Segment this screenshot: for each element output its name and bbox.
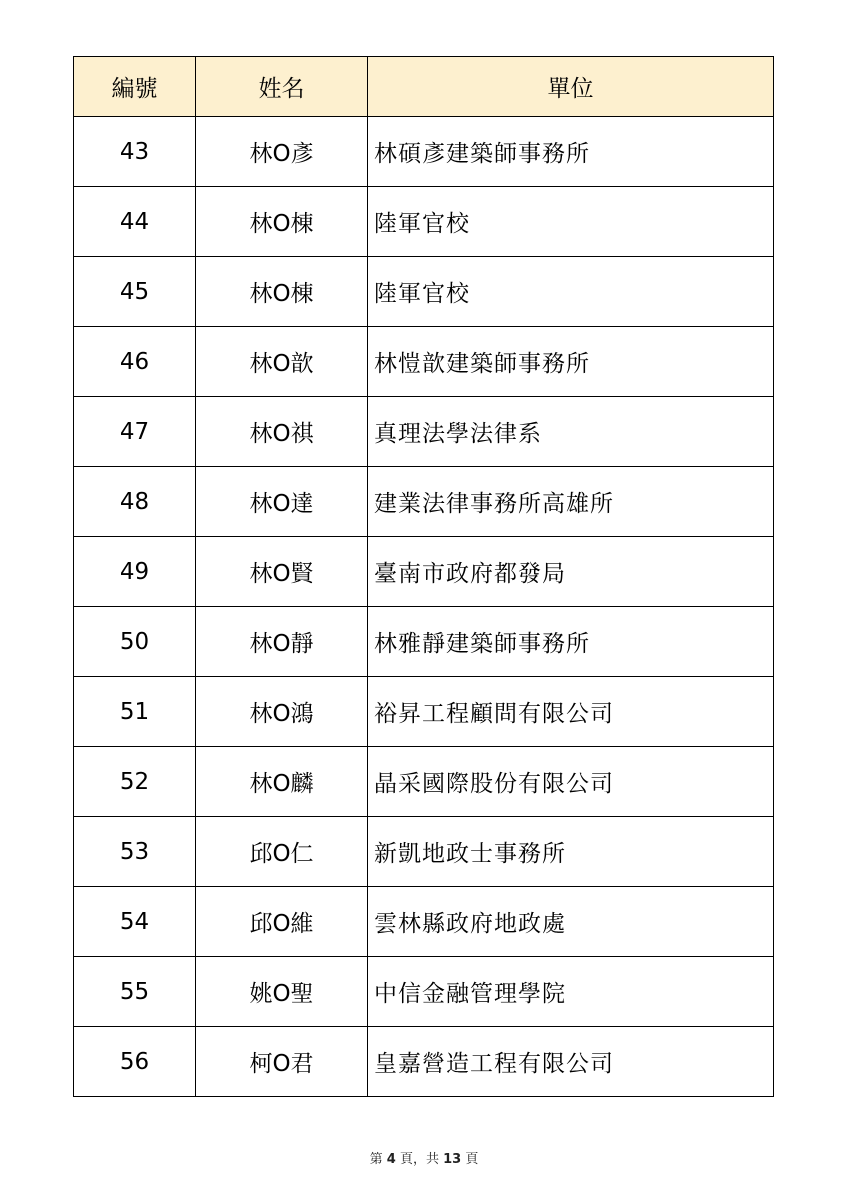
row-unit-cell: 中信金融管理學院 xyxy=(368,957,774,1027)
footer-suffix: 頁 xyxy=(465,1152,479,1167)
row-name-cell: 林O棟 xyxy=(196,257,368,327)
row-unit-cell: 新凱地政士事務所 xyxy=(368,817,774,887)
row-unit-cell: 林碩彥建築師事務所 xyxy=(368,117,774,187)
row-number-cell: 44 xyxy=(74,187,196,257)
row-name-cell: 邱O仁 xyxy=(196,817,368,887)
row-number-cell: 50 xyxy=(74,607,196,677)
table-row xyxy=(74,187,774,257)
row-unit-cell: 雲林縣政府地政處 xyxy=(368,887,774,957)
header-number: 編號 xyxy=(74,57,196,117)
row-number-cell: 48 xyxy=(74,467,196,537)
row-unit-cell: 晶采國際股份有限公司 xyxy=(368,747,774,817)
participant-table xyxy=(73,56,774,1097)
row-name-cell: 林O彥 xyxy=(196,117,368,187)
table-row xyxy=(74,677,774,747)
footer-prefix: 第 xyxy=(369,1152,383,1167)
table-header xyxy=(74,57,774,117)
table-row xyxy=(74,117,774,187)
row-name-cell: 林O鴻 xyxy=(196,677,368,747)
row-number-cell: 52 xyxy=(74,747,196,817)
footer-page-number: 4 xyxy=(386,1152,396,1167)
row-name-cell: 柯O君 xyxy=(196,1027,368,1097)
row-name-cell: 林O靜 xyxy=(196,607,368,677)
row-number-cell: 51 xyxy=(74,677,196,747)
row-name-cell: 姚O聖 xyxy=(196,957,368,1027)
row-unit-cell: 建業法律事務所高雄所 xyxy=(368,467,774,537)
table-row xyxy=(74,607,774,677)
row-number-cell: 45 xyxy=(74,257,196,327)
row-unit-cell: 陸軍官校 xyxy=(368,257,774,327)
table-row xyxy=(74,327,774,397)
row-number-cell: 54 xyxy=(74,887,196,957)
table-body xyxy=(74,117,774,1097)
row-name-cell: 林O棟 xyxy=(196,187,368,257)
row-number-cell: 49 xyxy=(74,537,196,607)
row-number-cell: 47 xyxy=(74,397,196,467)
footer-middle: 頁，共 xyxy=(399,1152,439,1167)
table-row xyxy=(74,957,774,1027)
row-unit-cell: 陸軍官校 xyxy=(368,187,774,257)
footer-total-pages: 13 xyxy=(443,1152,462,1167)
table-row xyxy=(74,397,774,467)
row-number-cell: 55 xyxy=(74,957,196,1027)
table-row xyxy=(74,1027,774,1097)
table-row xyxy=(74,747,774,817)
table-row xyxy=(74,257,774,327)
row-unit-cell: 裕昇工程顧問有限公司 xyxy=(368,677,774,747)
row-number-cell: 56 xyxy=(74,1027,196,1097)
row-name-cell: 林O麟 xyxy=(196,747,368,817)
row-unit-cell: 林愷歆建築師事務所 xyxy=(368,327,774,397)
table-row xyxy=(74,537,774,607)
row-unit-cell: 皇嘉營造工程有限公司 xyxy=(368,1027,774,1097)
table-row xyxy=(74,817,774,887)
row-number-cell: 53 xyxy=(74,817,196,887)
row-unit-cell: 真理法學法律系 xyxy=(368,397,774,467)
row-name-cell: 林O歆 xyxy=(196,327,368,397)
table-row xyxy=(74,467,774,537)
table-row xyxy=(74,887,774,957)
row-name-cell: 林O達 xyxy=(196,467,368,537)
header-row xyxy=(74,57,774,117)
page-footer xyxy=(0,1148,848,1167)
row-name-cell: 林O賢 xyxy=(196,537,368,607)
row-name-cell: 林O祺 xyxy=(196,397,368,467)
header-name: 姓名 xyxy=(196,57,368,117)
header-unit: 單位 xyxy=(368,57,774,117)
row-unit-cell: 林雅靜建築師事務所 xyxy=(368,607,774,677)
row-number-cell: 43 xyxy=(74,117,196,187)
row-number-cell: 46 xyxy=(74,327,196,397)
row-name-cell: 邱O維 xyxy=(196,887,368,957)
row-unit-cell: 臺南市政府都發局 xyxy=(368,537,774,607)
